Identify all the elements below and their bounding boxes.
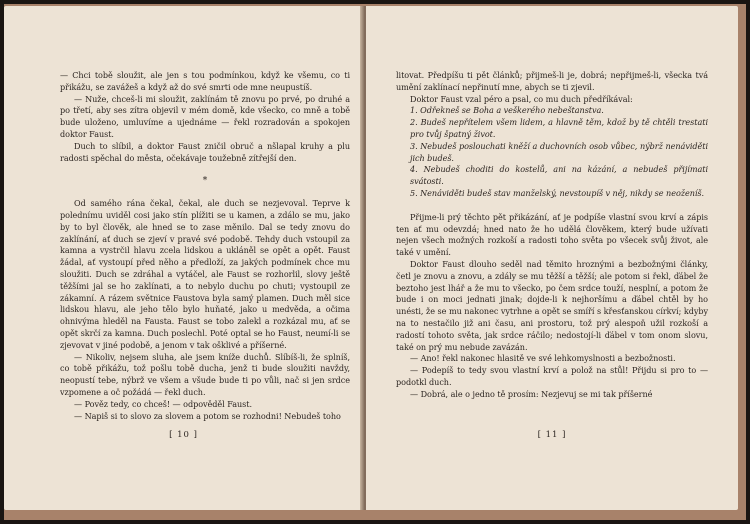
paragraph: Duch to slíbil, a doktor Faust zničil obruč a nšlapal kruhy a plu radosti spěchal do města, očekávaje toužebně zítřejší den. bbox=[60, 140, 350, 163]
paragraph: — Nuže, chceš-li mi sloužit, zaklínám tě znovu po prvé, po druhé a po třetí, aby ses zítra objevil v mém domě, kde všecko, co mně a tobě bude uloženo, umluvíme a ujednáme — řekl rozradován a spokojen doktor Faust. bbox=[60, 93, 350, 139]
paragraph: Od samého rána čekal, čekal, ale duch se nezjevoval. Teprve k polednímu uviděl cosi jako stín plížiti se u kamen, a zdálo se mu, jako by to byl člověk, ale hned se to zase měnilo. Dal se tedy znovu do zaklínání, ať duch se zjeví v pravé své podobě. Tehdy duch vstoupil za kamna a vystrčil hlavu zcela lidskou a ukláněl se opět a opět. Faust žádal, ať vystoupí před něho a předloží, za jakých podmínek chce mu sloužiti. Duch se zdráhal a vytáčel, ale Faust se rozhorlil, slovy ještě těžšími jal se ho zaklínati, a to nebylo duchu po chuti; vystoupil ze zákamní. A rázem světnice Faustova byla samý plamen. Duch měl sice lidskou hlavu, ale jeho tělo bylo huňaté, jako u medvěda, a očima ohnivýma hleděl na Fausta. Faust se tobo zalekl a rozkázal mu, ať se opět skrčí za kamna. Duch poslechl. Poté optal se ho Faust, neumí-li se zjevovat v jiné podobě, a jenom v tak ošklivé a příšerné. bbox=[60, 198, 350, 350]
paragraph: Přijme-li prý těchto pět přikázání, ať je podpíše vlastní svou krví a zápis ten ať mu odevzdá; hned nato že ho udělá člověkem, který bude užívati nejen všech možných rozkoší a radosti toho světa po všecek svůj život, ale také v umění. bbox=[396, 211, 708, 258]
page-number: [ 10 ] bbox=[169, 430, 198, 440]
paragraph: — Podepíš to tedy svou vlastní krví a polož na stůl! Přijdu si pro to — podotkl duch. bbox=[396, 365, 708, 387]
paragraph: — Napiš si to slovo za slovem a potom se rozhodni! Nebudeš toho bbox=[74, 410, 341, 421]
pact-articles bbox=[396, 105, 708, 199]
paragraph: — Pověz tedy, co chceš! — odpověděl Faust. bbox=[74, 398, 253, 409]
section-divider-asterisk: * bbox=[202, 176, 208, 187]
right-page-text bbox=[396, 70, 708, 401]
pact-article: 2. Budeš nepřítelem všem lidem, a hlavně těm, kdož by tě chtěli trestati pro tvůj špatný život. bbox=[410, 117, 708, 139]
pact-article: 3. Nebudeš poslouchati kněží a duchovních osob vůbec, nýbrž nenáviděti jich budeš. bbox=[410, 140, 708, 163]
pact-article: 5. Nenáviděti budeš stav manželský, nevstoupíš v něj, nikdy se neoženíš. bbox=[410, 187, 705, 198]
paragraph: — Dobrá, ale o jedno tě prosím: Nezjevuj se mi tak příšerné bbox=[410, 388, 653, 399]
paragraph: — Chci tobě sloužit, ale jen s tou podmínkou, když ke všemu, co ti přikážu, se zavážeš a když až do své smrti ode mne neupustíš. bbox=[60, 70, 350, 92]
right-page bbox=[366, 6, 738, 510]
left-page bbox=[4, 6, 363, 510]
paragraph: litovat. Předpíšu ti pět článků; přijmeš-li je, dobrá; nepřijmeš-li, všecka tvá umění zaklínací nepřinutí mne, abych se ti zjevil. bbox=[396, 70, 708, 92]
paragraph: — Nikoliv, nejsem sluha, ale jsem kníže duchů. Slíbíš-li, že splníš, co tobě přikážu, tož pošlu tobě ducha, jenž ti bude sloužiti navždy, neopustí tebe, nýbrž ve všem a všude bude ti po vůli, nač si jen srdce vzpomene a oč požádá — řekl duch. bbox=[60, 351, 350, 397]
pact-article: 4. Nebudeš choditi do kostelů, ani na kázání, a nebudeš přijímati svátosti. bbox=[410, 164, 708, 187]
left-page-text bbox=[60, 70, 350, 422]
paragraph: Doktor Faust dlouho seděl nad těmito hroznými a bezbožnými články, četl je znovu a znovu, a zdály se mu těžší a těžší; ale potom si řekl, ďábel že beztoho jest lhář a že mu to všecko, po čem srdce touží, nesplní, a potom že bude i on moci jednati jinak; dojde-li k nejhoršímu a ďábel chtěl by ho unésti, že se mu nakonec vytrhne a opět se smíří s křesťanskou církví; kdyby na to nestačilo již ani času, ani prostoru, tož prý alespoň užil rozkoší a radostí tohoto světa, jak srdce ráčilo; nedostojí-li ďábel v tom onom slovu, také on prý mu nebude zavázán. bbox=[396, 258, 708, 352]
page-number: [ 11 ] bbox=[537, 430, 567, 440]
pact-article: 1. Odřekneš se Boha a veškerého nebeštanstva. bbox=[410, 105, 604, 116]
paragraph: — Ano! řekl nakonec hlasitě ve své lehkomyslnosti a bezbožnosti. bbox=[410, 353, 676, 364]
paragraph: Doktor Faust vzal péro a psal, co mu duch předříkával: bbox=[410, 93, 633, 104]
